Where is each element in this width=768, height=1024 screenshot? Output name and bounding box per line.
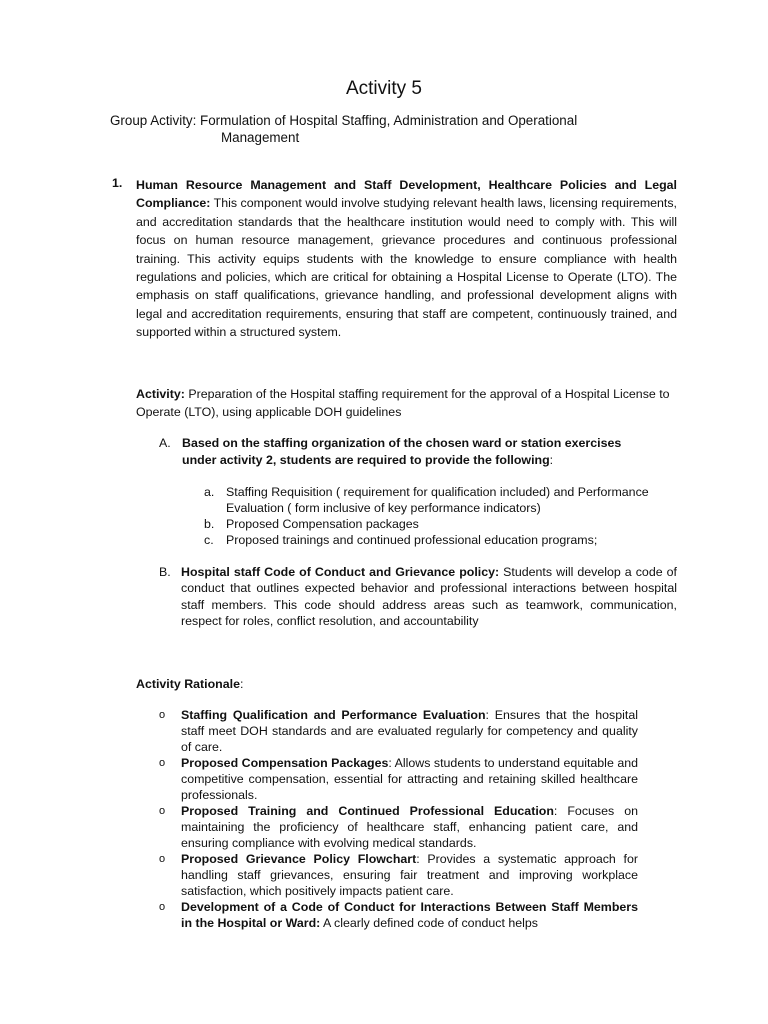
item-a-text: Based on the staffing organization of the chosen ward or station exercises under activity 2, students are required to provide the following [182,436,622,468]
subitem-a-label: a. [204,485,215,499]
rationale-item-1-text: : Ensures that the hospital staff meet DOH standards and are evaluated regularly for competency and quality of care. [181,708,638,754]
rationale-item-1-heading: Staffing Qualification and Performance Evaluation [181,708,486,722]
rationale-colon: : [239,677,244,691]
bullet-icon: o [159,757,166,769]
item-b-paragraph [181,564,677,629]
rationale-item-1 [159,707,638,755]
rationale-item-4-text: : Provides a systematic approach for handling staff grievances, ensuring fair treatment and improving workplace satisfaction, which positively impacts patient care. [181,852,638,898]
subitem-b [204,516,674,532]
page-title: Activity 5 [345,78,423,99]
section-1-heading: Human Resource Management and Staff Development, Healthcare Policies and Legal Compliance: [136,178,677,211]
rationale-item-5 [159,899,638,931]
subitem-c-text: Proposed trainings and continued professional education programs; [226,533,598,547]
item-a-paragraph [182,435,652,470]
rationale-item-3-heading: Proposed Training and Continued Professional Education [181,804,554,818]
activity-text: Preparation of the Hospital staffing requirement for the approval of a Hospital License to Operate (LTO), using applicable DOH guidelines [136,387,670,419]
section-1-body: This component would involve studying relevant health laws, licensing requirements, and accreditation standards that the healthcare institution would need to comply with. This will focus on human resource management, grievance procedures and continuous professional training. This activity equips students with the knowledge to ensure compliance with health regulations and policies, which are critical for obtaining a Hospital License to Operate (LTO). The emphasis on staff qualifications, grievance handling, and professional development aligns with legal and accreditation requirements, ensuring that staff are competent, continuously trained, and supported within a structured system. [136,196,677,340]
subtitle-line-2: Management [221,129,300,145]
subitem-a [204,484,674,517]
bullet-icon: o [159,853,166,865]
bullet-icon: o [159,901,166,913]
rationale-item-4-heading: Proposed Grievance Policy Flowchart [181,852,417,866]
item-b-text: Students will develop a code of conduct that outlines expected behavior and professional interactions between hospital staff members. This code should address areas such as teamwork, communication, respect for roles, conflict resolution, and accountability [181,565,677,628]
item-b-heading: Hospital staff Code of Conduct and Grievance policy: [181,565,500,579]
rationale-item-3-text: : Focuses on maintaining the proficiency of healthcare staff, enhancing patient care, and ensuring compliance with evolving medical standards. [181,804,638,850]
activity-paragraph [136,386,677,421]
rationale-item-5-text: A clearly defined code of conduct helps [320,916,538,930]
subitem-c [204,532,674,548]
section-1-paragraph [136,176,677,342]
rationale-item-5-heading: Development of a Code of Conduct for Interactions Between Staff Members in the Hospital or Ward: [181,900,638,930]
subitem-c-label: c. [204,533,214,547]
rationale-item-2-text: : Allows students to understand equitable and competitive compensation, essential for attracting and retaining skilled healthcare professionals. [181,756,638,802]
rationale-item-2 [159,755,638,803]
rationale-item-4 [159,851,638,899]
item-a-colon: : [549,453,554,468]
item-a-label: A. [159,436,171,450]
rationale-item-3 [159,803,638,851]
rationale-item-2-heading: Proposed Compensation Packages [181,756,389,770]
rationale-heading: Activity Rationale [136,677,240,691]
bullet-icon: o [159,805,166,817]
subitem-b-text: Proposed Compensation packages [226,517,419,531]
rationale-heading-line [136,675,243,693]
bullet-icon: o [159,709,166,721]
subitem-b-label: b. [204,517,215,531]
page-subtitle [110,113,677,146]
activity-label: Activity: [136,387,185,401]
subtitle-line-1: Group Activity: Formulation of Hospital Staffing, Administration and Operational [110,113,578,128]
subitem-a-text: Staffing Requisition ( requirement for qualification included) and Performance Evaluation ( form inclusive of key performance indicators) [226,485,649,516]
item-b-label: B. [159,565,171,579]
section-1-number: 1. [112,176,123,190]
